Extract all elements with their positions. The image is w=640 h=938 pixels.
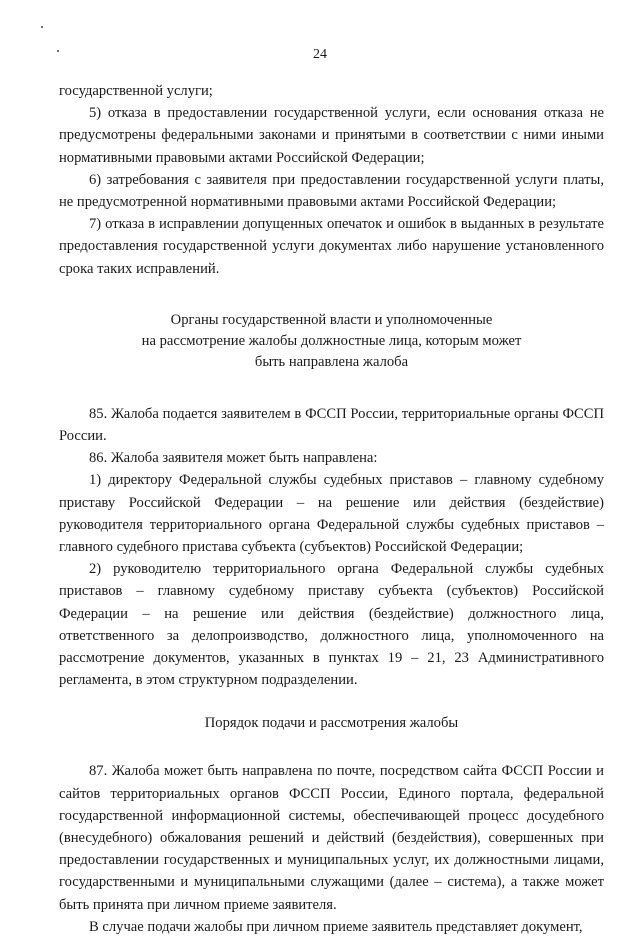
heading-line: Порядок подачи и рассмотрения жалобы xyxy=(204,715,459,732)
heading-line: на рассмотрение жалобы должностные лица, которым может xyxy=(141,332,522,349)
heading-line: Органы государственной власти и уполномоченные xyxy=(170,311,493,328)
scan-speck xyxy=(41,26,43,28)
heading-line: быть направлена жалоба xyxy=(254,353,409,370)
spacer xyxy=(59,280,604,310)
spacer xyxy=(59,373,604,403)
paragraph-86-item-1: 1) директору Федеральной службы судебных приставов – главному судебному приставу Российской Федерации – на решение или действия (бездействие) руководителя территориального органа Федеральной службы судебных приставов – главного судебного пристава субъекта (субъектов) Российской Федерации; xyxy=(59,472,604,556)
paragraph-85: 85. Жалоба подается заявителем в ФССП России, территориальные органы ФССП России. xyxy=(59,405,604,445)
paragraph-continuation: государственной услуги; xyxy=(59,83,213,99)
paragraph-86: 86. Жалоба заявителя может быть направлена: xyxy=(89,450,378,467)
section-heading-procedure xyxy=(59,713,604,734)
section-heading-authorities xyxy=(59,310,604,373)
spacer xyxy=(59,734,604,760)
paragraph-86-item-2: 2) руководителю территориального органа Федеральной службы судебных приставов – главному судебному приставу субъекта (субъектов) Российской Федерации – на решение или действия (бездействие) должностного лица, ответственного за делопроизводство, должностного лица, уполномоченного на рассмотрение документов, указанных в пунктах 19 – 21, 23 Административного регламента, в этом структурном подразделении. xyxy=(59,561,604,689)
list-item-5: 5) отказа в предоставлении государственной услуги, если основания отказа не предусмотрены федеральными законами и принятыми в соответствии с ними иными нормативными правовыми актами Российской Федерации; xyxy=(59,105,604,166)
paragraph-87-continued: В случае подачи жалобы при личном приеме заявитель представляет документ, xyxy=(89,918,583,935)
list-item-6: 6) затребования с заявителя при предоставлении государственной услуги платы, не предусмотренной нормативными правовыми актами Российской Федерации; xyxy=(59,171,604,211)
list-item-7: 7) отказа в исправлении допущенных опечаток и ошибок в выданных в результате предоставления государственной услуги документах либо нарушение установленного срока таких исправлений. xyxy=(59,216,604,277)
paragraph-87: 87. Жалоба может быть направлена по почте, посредством сайта ФССП России и сайтов территориальных органов ФССП России, Единого портала, федеральной государственной информационной системы, обеспечивающей процесс досудебного (внесудебного) обжалования решений и действий (бездействия), совершенных при предоставлении государственных и муниципальных услуг, их должностными лицами, государственными и муниципальными служащими (далее – система), а также может быть принята при личном приеме заявителя. xyxy=(59,763,604,913)
document-body xyxy=(59,80,604,938)
page-number: 24 xyxy=(313,47,327,62)
spacer xyxy=(59,691,604,713)
